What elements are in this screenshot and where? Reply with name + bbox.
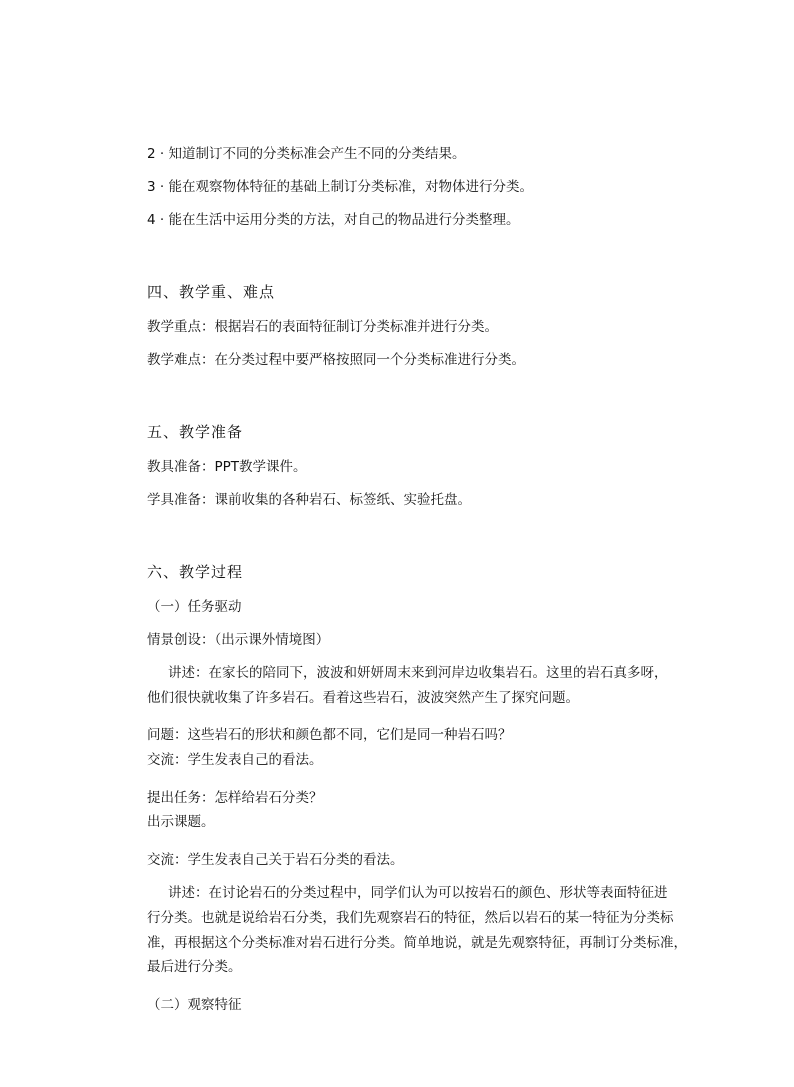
subsection-1-heading: （一）任务驱动	[147, 599, 242, 615]
objective-item-3: 3 · 能在观察物体特征的基础上制订分类标准，对物体进行分类。	[147, 179, 533, 195]
narration-2-line-4: 最后进行分类。	[147, 959, 242, 975]
key-point: 教学重点：根据岩石的表面特征制订分类标准并进行分类。	[147, 319, 498, 335]
section-6-heading: 六、教学过程	[147, 563, 244, 581]
show-topic-text: 出示课题。	[147, 814, 215, 830]
task-text: 提出任务：怎样给岩石分类？	[147, 790, 323, 806]
section-5-heading: 五、教学准备	[147, 423, 244, 441]
narration-1-line-1: 讲述：在家长的陪同下，波波和妍妍周末来到河岸边收集岩石。这里的岩石真多呀，	[168, 665, 668, 681]
student-preparation: 学具准备：课前收集的各种岩石、标签纸、实验托盘。	[147, 492, 471, 508]
narration-1-line-2: 他们很快就收集了许多岩石。看着这些岩石，波波突然产生了探究问题。	[147, 690, 579, 706]
objective-item-4: 4 · 能在生活中运用分类的方法，对自己的物品进行分类整理。	[147, 212, 520, 228]
difficulty-point: 教学难点：在分类过程中要严格按照同一个分类标准进行分类。	[147, 352, 525, 368]
objective-item-2: 2 · 知道制订不同的分类标准会产生不同的分类结果。	[147, 146, 466, 162]
narration-2-line-1: 讲述：在讨论岩石的分类过程中，同学们认为可以按岩石的颜色、形状等表面特征进	[168, 885, 668, 901]
exchange-2-text: 交流：学生发表自己关于岩石分类的看法。	[147, 852, 404, 868]
question-text: 问题：这些岩石的形状和颜色都不同，它们是同一种岩石吗？	[147, 727, 512, 743]
narration-2-line-2: 行分类。也就是说给岩石分类，我们先观察岩石的特征，然后以岩石的某一特征为分类标	[147, 910, 674, 926]
narration-2-line-3: 准，再根据这个分类标准对岩石进行分类。简单地说，就是先观察特征，再制订分类标准，	[147, 935, 687, 951]
scenario-text: 情景创设：（出示课外情境图）	[147, 632, 330, 648]
subsection-2-heading: （二）观察特征	[147, 997, 242, 1013]
teacher-preparation: 教具准备：PPT教学课件。	[147, 459, 307, 475]
exchange-1-text: 交流：学生发表自己的看法。	[147, 752, 323, 768]
section-4-heading: 四、教学重、难点	[147, 283, 276, 301]
